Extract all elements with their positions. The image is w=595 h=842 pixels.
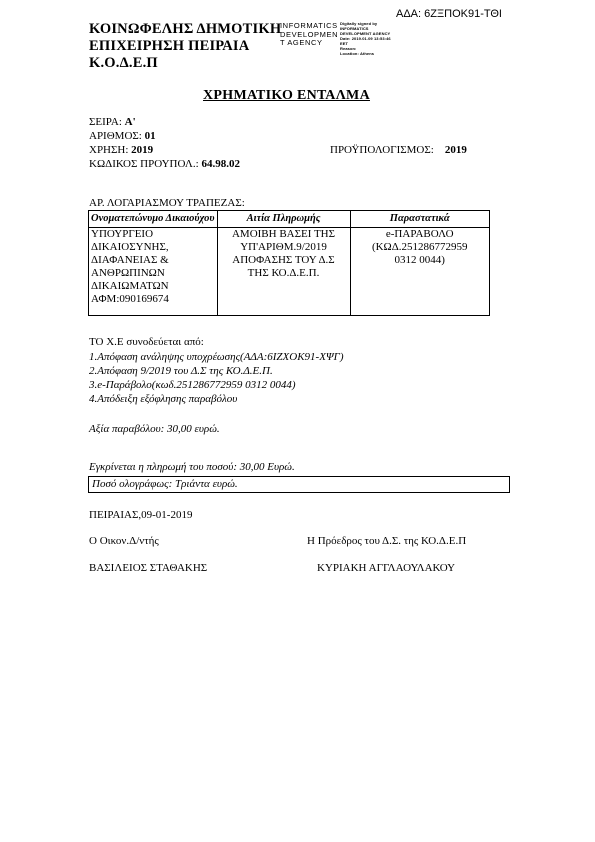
cell-beneficiary: ΥΠΟΥΡΓΕΙΟ ΔΙΚΑΙΟΣΥΝΗΣ, ΔΙΑΦΑΝΕΙΑΣ & ΑΝΘΡΩΠΙΝΩΝ ΔΙΚΑΙΩΜΑΤΩΝ ΑΦΜ:090169674 bbox=[89, 228, 218, 316]
org-line-2: ΕΠΙΧΕΙΡΗΣΗ ΠΕΙΡΑΙΑ bbox=[89, 38, 250, 54]
fee-value: Αξία παραβόλου: 30,00 ευρώ. bbox=[89, 423, 220, 435]
seira-line: ΣΕΙΡΑ: Α' bbox=[89, 116, 136, 128]
stamp-line: INFORMATICS bbox=[340, 26, 369, 31]
arithmos-line: ΑΡΙΘΜΟΣ: 01 bbox=[89, 130, 156, 142]
table-header-row bbox=[89, 211, 490, 228]
xrisi-line: ΧΡΗΣΗ: 2019 bbox=[89, 144, 154, 156]
agency-line-1: INFORMATICS bbox=[280, 21, 338, 30]
stamp-line: Location: Athens bbox=[340, 51, 375, 56]
attachment-item: 4.Απόδειξη εξόφλησης παραβόλου bbox=[89, 393, 238, 405]
signature-stamp-agency bbox=[280, 22, 338, 48]
left-signatory-name: ΒΑΣΙΛΕΙΟΣ ΣΤΑΘΑΚΗΣ bbox=[89, 562, 208, 574]
page-title: ΧΡΗΜΑΤΙΚΟ ΕΝΤΑΛΜΑ bbox=[203, 88, 370, 103]
agency-line-3: T AGENCY bbox=[280, 38, 323, 47]
account-label: ΑΡ. ΛΟΓΑΡΙΑΣΜΟΥ ΤΡΑΠΕΖΑΣ: bbox=[89, 197, 245, 209]
left-signatory-role: Ο Οικον.Δ/ντής bbox=[89, 535, 159, 547]
ada-code: ΑΔΑ: 6ΖΞΠΟΚ91-ΤΘΙ bbox=[396, 8, 502, 20]
kodikos-line: ΚΩΔΙΚΟΣ ΠΡΟΥΠΟΛ.: 64.98.02 bbox=[89, 158, 240, 170]
beneficiary-table bbox=[88, 210, 490, 316]
org-name bbox=[89, 21, 281, 72]
stamp-line: DEVELOPMENT AGENCY bbox=[340, 31, 391, 36]
attachments-intro: ΤΟ Χ.Ε συνοδεύεται από: bbox=[89, 336, 204, 348]
approval-text: Εγκρίνεται η πληρωμή του ποσού: 30,00 Ευρώ. bbox=[89, 461, 295, 473]
stamp-line: Reason: bbox=[340, 46, 357, 51]
signature-stamp-details bbox=[340, 21, 391, 56]
cell-documents: e-ΠΑΡΑΒΟΛΟ (ΚΩΔ.251286772959 0312 0044) bbox=[350, 228, 490, 316]
stamp-line: EET bbox=[340, 41, 349, 46]
org-line-1: ΚΟΙΝΩΦΕΛΗΣ ΔΗΜΟΤΙΚΗ bbox=[89, 21, 282, 37]
attachment-item: 3.e-Παράβολο(κωδ.251286772959 0312 0044) bbox=[89, 379, 296, 391]
proypologismos-line: ΠΡΟΫΠΟΛΟΓΙΣΜΟΣ: 2019 bbox=[330, 144, 467, 156]
stamp-line: Date: 2019.01.09 13:53:46 bbox=[340, 36, 391, 41]
attachment-item: 2.Απόφαση 9/2019 του Δ.Σ της ΚΟ.Δ.Ε.Π. bbox=[89, 365, 273, 377]
header-beneficiary: Ονοματεπώνυμο Δικαιούχου bbox=[89, 211, 218, 228]
attachment-item: 1.Απόφαση ανάληψης υποχρέωσης(ΑΔΑ:6ΙΖΧΟΚ91-ΧΨΓ) bbox=[89, 351, 344, 363]
org-line-3: Κ.Ο.Δ.Ε.Π bbox=[89, 55, 158, 71]
right-signatory-role: Η Πρόεδρος του Δ.Σ. της ΚΟ.Δ.Ε.Π bbox=[307, 535, 467, 547]
right-signatory-name: ΚΥΡΙΑΚΗ ΑΓΓΛΑΟΥΛΑΚΟΥ bbox=[317, 562, 456, 574]
place-date: ΠΕΙΡΑΙΑΣ,09-01-2019 bbox=[89, 509, 193, 521]
table-row bbox=[89, 228, 490, 316]
stamp-line: Digitally signed by bbox=[340, 21, 378, 26]
agency-line-2: DEVELOPMEN bbox=[280, 29, 339, 39]
header-documents: Παραστατικά bbox=[350, 211, 490, 228]
amount-in-words: Ποσό ολογράφως: Τριάντα ευρώ. bbox=[88, 476, 510, 493]
header-reason: Αιτία Πληρωμής bbox=[217, 211, 350, 228]
cell-reason: ΑΜΟΙΒΗ ΒΑΣΕΙ ΤΗΣ ΥΠ'ΑΡΙΘΜ.9/2019 ΑΠΟΦΑΣΗΣ ΤΟΥ Δ.Σ ΤΗΣ ΚΟ.Δ.Ε.Π. bbox=[217, 228, 350, 316]
